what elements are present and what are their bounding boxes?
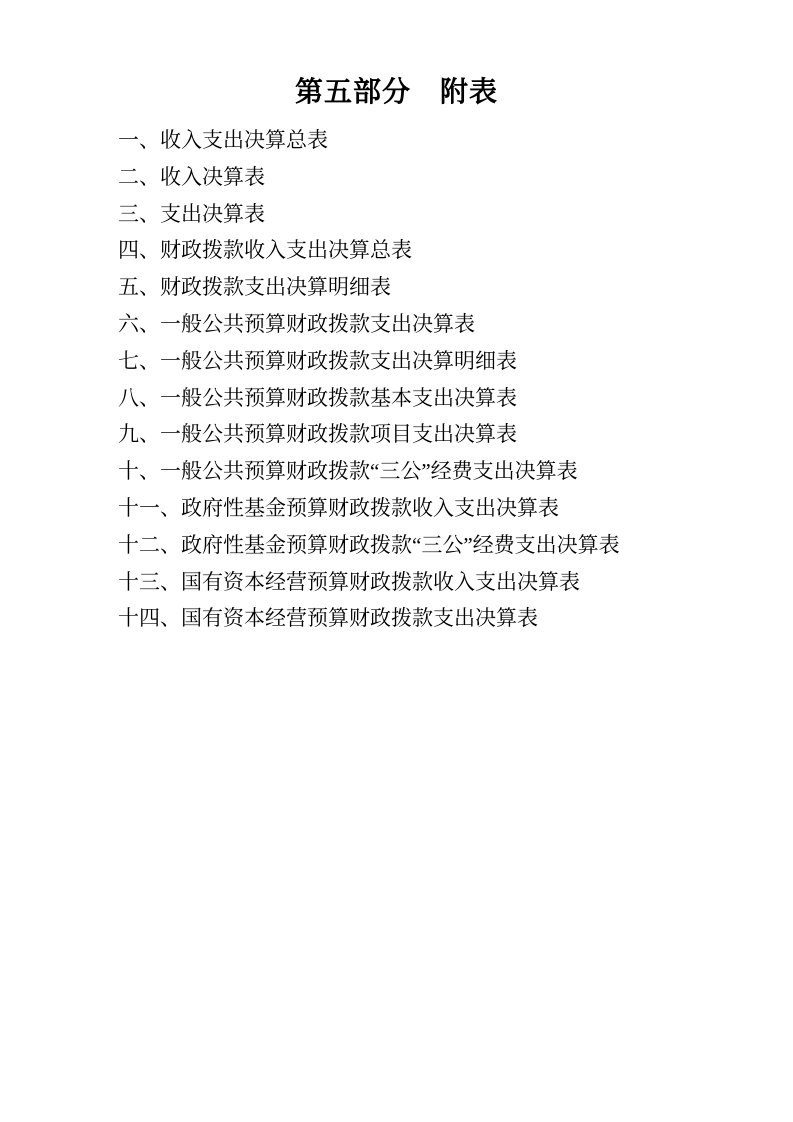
appendix-list-item-5: 五、财政拨款支出决算明细表 [118, 275, 391, 300]
appendix-list-item-9: 九、一般公共预算财政拨款项目支出决算表 [118, 422, 517, 447]
document-title: 第五部分 附表 [294, 76, 498, 107]
appendix-list-item-1: 一、收入支出决算总表 [118, 128, 328, 152]
appendix-list-item-3: 三、支出决算表 [118, 201, 265, 226]
appendix-list-item-13: 十三、国有资本经营预算财政拨款收入支出决算表 [118, 569, 580, 594]
appendix-list-item-14: 十四、国有资本经营预算财政拨款支出决算表 [118, 606, 538, 631]
appendix-list [0, 122, 793, 637]
appendix-list-item-8: 八、一般公共预算财政拨款基本支出决算表 [118, 385, 517, 410]
appendix-list-item-6: 六、一般公共预算财政拨款支出决算表 [118, 311, 475, 336]
appendix-list-item-7: 七、一般公共预算财政拨款支出决算明细表 [118, 348, 517, 373]
appendix-list-item-2: 二、收入决算表 [118, 164, 265, 189]
appendix-list-item-11: 十一、政府性基金预算财政拨款收入支出决算表 [118, 495, 559, 520]
appendix-list-item-12: 十二、政府性基金预算财政拨款“三公”经费支出决算表 [118, 532, 620, 557]
appendix-list-item-4: 四、财政拨款收入支出决算总表 [118, 238, 412, 263]
appendix-list-item-10: 十、一般公共预算财政拨款“三公”经费支出决算表 [118, 459, 578, 484]
